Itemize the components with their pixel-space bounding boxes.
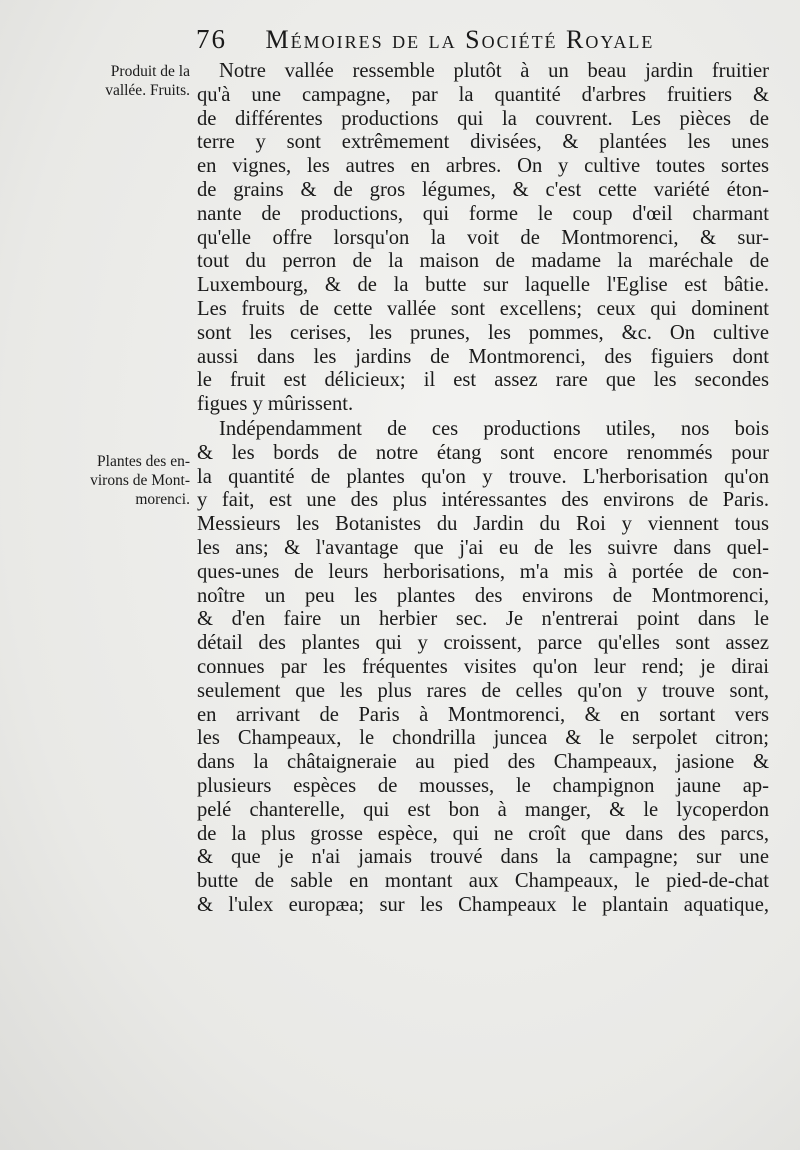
text-line: les Champeaux, le chondrilla juncea & le serpolet citron; <box>197 727 769 750</box>
text-line: & d'en faire un herbier sec. Je n'entrerai point dans le <box>197 608 769 631</box>
text-line: qu'elle offre lorsqu'on la voit de Montmorenci, & sur- <box>197 226 769 249</box>
text-line: de la plus grosse espèce, qui ne croît que dans des parcs, <box>197 822 769 845</box>
text-line: connues par les fréquentes visites qu'on leur rend; je dirai <box>197 655 769 678</box>
text-line: en arrivant de Paris à Montmorenci, & en sortant vers <box>197 703 769 726</box>
running-header <box>196 24 796 55</box>
text-line: & les bords de notre étang sont encore renommés pour <box>197 441 769 464</box>
text-line: pelé chanterelle, qui est bon à manger, & le lycoperdon <box>197 798 769 821</box>
text-line: en vignes, les autres en arbres. On y cultive toutes sortes <box>197 155 769 178</box>
paragraph-plants <box>197 418 769 918</box>
margin-note-plants <box>52 452 190 509</box>
margin-note-fruits <box>52 62 190 100</box>
text-line: les ans; & l'avantage que j'ai eu de les suivre dans quel- <box>197 536 769 559</box>
text-line: Les fruits de cette vallée sont excellens; ceux qui dominent <box>197 297 769 320</box>
text-line: tout du perron de la maison de madame la maréchale de <box>197 250 769 273</box>
text-line: butte de sable en montant aux Champeaux, le pied-de-chat <box>197 870 769 893</box>
text-line: & l'ulex europæa; sur les Champeaux le plantain aquatique, <box>197 893 769 916</box>
margin-note-line: Produit de la <box>110 63 190 80</box>
margin-note-line: morenci. <box>135 491 190 508</box>
text-line: Luxembourg, & de la butte sur laquelle l'Eglise est bâtie. <box>197 274 769 297</box>
text-line: seulement que les plus rares de celles qu'on y trouve sont, <box>197 679 769 702</box>
text-line: Messieurs les Botanistes du Jardin du Roi y viennent tous <box>197 513 769 536</box>
text-line: la quantité de plantes qu'on y trouve. L'herborisation qu'on <box>197 465 769 488</box>
page-number: 76 <box>196 24 227 54</box>
text-line: nante de productions, qui forme le coup d'œil charmant <box>197 202 769 225</box>
text-line: détail des plantes qui y croissent, parce qu'elles sont assez <box>197 632 769 655</box>
text-line: de grains & de gros légumes, & c'est cette variété éton- <box>197 178 769 201</box>
paragraph-fruits <box>197 60 769 417</box>
margin-note-line: virons de Mont- <box>90 472 190 489</box>
text-line: aussi dans les jardins de Montmorenci, des figuiers dont <box>197 345 769 368</box>
text-line: Notre vallée ressemble plutôt à un beau jardin fruitier <box>219 60 769 82</box>
text-line: qu'à une campagne, par la quantité d'arbres fruitiers & <box>197 83 769 106</box>
text-line: sont les cerises, les prunes, les pommes, &c. On cultive <box>197 321 769 344</box>
text-line: noître un peu les plantes des environs de Montmorenci, <box>197 584 769 607</box>
text-line: figues y mûrissent. <box>197 393 354 416</box>
text-line: de différentes productions qui la couvrent. Les pièces de <box>197 107 769 130</box>
body-text <box>197 60 769 918</box>
margin-note-line: Plantes des en- <box>97 453 190 470</box>
running-title: Mémoires de la Société Royale <box>265 25 655 54</box>
text-line: plusieurs espèces de mousses, le champignon jaune ap- <box>197 774 769 797</box>
text-line: Indépendamment de ces productions utiles, nos bois <box>219 417 769 440</box>
text-line: terre y sont extrêmement divisées, & plantées les unes <box>197 131 769 154</box>
text-line: & que je n'ai jamais trouvé dans la campagne; sur une <box>197 846 769 869</box>
text-line: le fruit est délicieux; il est assez rare que les secondes <box>197 369 769 392</box>
text-line: dans la châtaigneraie au pied des Champeaux, jasione & <box>197 751 769 774</box>
margin-note-line: vallée. Fruits. <box>105 82 190 99</box>
text-line: ques-unes de leurs herborisations, m'a mis à portée de con- <box>197 560 769 583</box>
text-line: y fait, est une des plus intéressantes des environs de Paris. <box>197 489 769 512</box>
